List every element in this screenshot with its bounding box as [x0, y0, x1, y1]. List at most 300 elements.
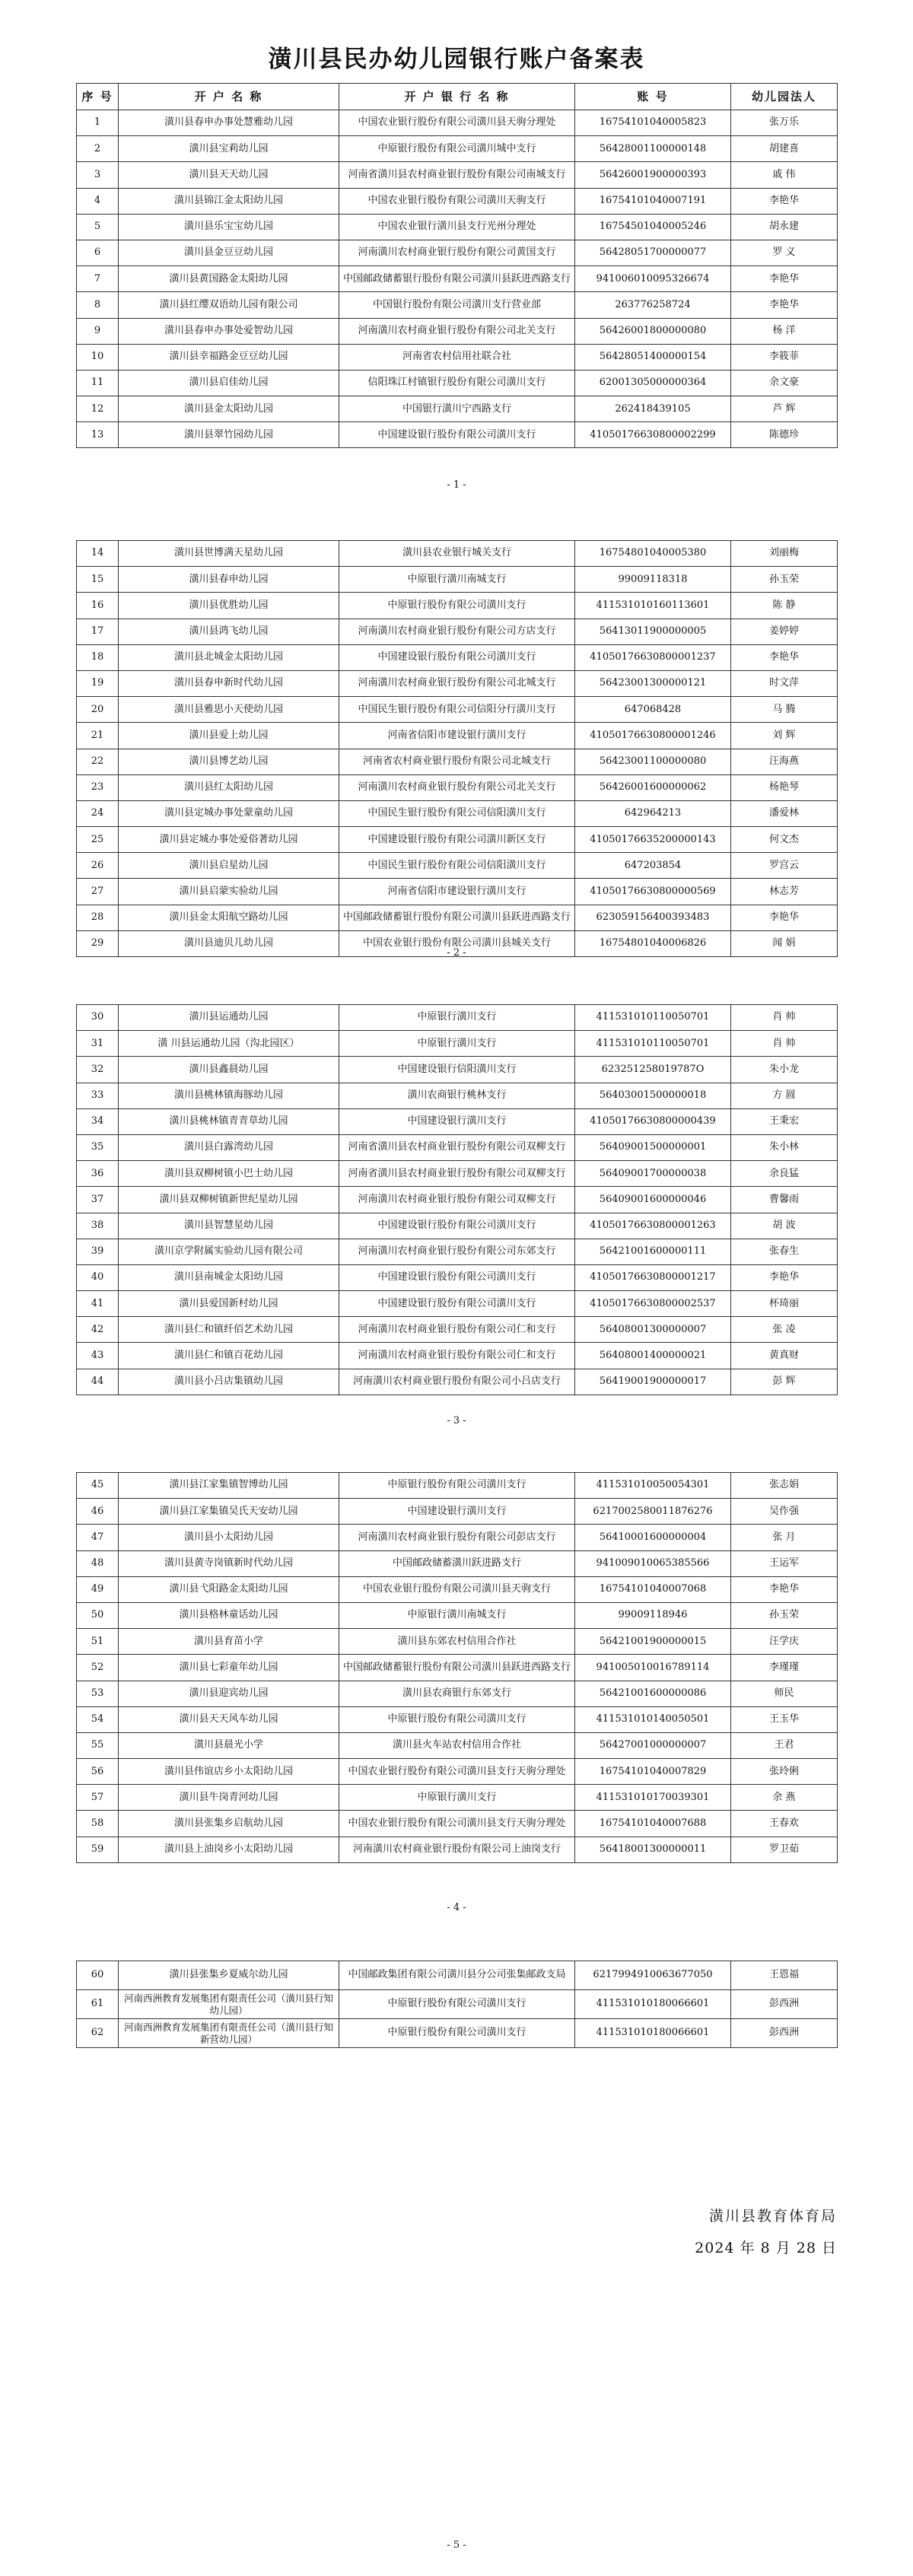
- legal-representative: 何文杰: [731, 827, 838, 853]
- legal-representative: 罗 义: [731, 240, 838, 266]
- account-number: 41050176630800001237: [575, 644, 731, 670]
- account-name: 潢川县小吕店集镇幼儿园: [119, 1369, 339, 1395]
- bank-name: 河南潢川农村商业银行股份有限公司小吕店支行: [339, 1369, 575, 1395]
- account-number: 263776258724: [575, 292, 731, 318]
- account-name: 潢川县优胜幼儿园: [119, 593, 339, 619]
- bank-name: 中原银行股份有限公司潢川支行: [339, 1706, 575, 1732]
- account-number: 411531010180066601: [575, 1990, 731, 2019]
- row-number: 43: [77, 1343, 119, 1369]
- table-row: [77, 1732, 838, 1758]
- legal-representative: 潘爱林: [731, 800, 838, 826]
- legal-representative: 陈德珍: [731, 422, 838, 448]
- account-name: 潢川县爱国新村幼儿园: [119, 1291, 339, 1317]
- legal-representative: 杯琦丽: [731, 1291, 838, 1317]
- table-row: [77, 1629, 838, 1655]
- bank-name: 中原银行股份有限公司潢川支行: [339, 1990, 575, 2019]
- row-number: 61: [77, 1990, 119, 2019]
- account-name: 潢川县江家集镇吴氏天安幼儿园: [119, 1499, 339, 1525]
- account-number: 56423001100000080: [575, 749, 731, 774]
- bank-name: 中国民生银行股份有限公司信阳潢川支行: [339, 853, 575, 879]
- legal-representative: 孙玉荣: [731, 1602, 838, 1628]
- page-number: - 1 -: [447, 479, 466, 491]
- account-name: 潢川京学附属实验幼儿园有限公司: [119, 1239, 339, 1264]
- table-row: [77, 1706, 838, 1732]
- table-row: [77, 1525, 838, 1550]
- bank-name: 河南省信阳市建设银行潢川支行: [339, 879, 575, 905]
- row-number: 62: [77, 2019, 119, 2048]
- account-number: 99009118318: [575, 567, 731, 593]
- legal-representative: 胡 波: [731, 1213, 838, 1239]
- table-row: [77, 318, 838, 344]
- account-name: 潢川县黄寺岗镇新时代幼儿园: [119, 1550, 339, 1576]
- bank-name: 中国建设银行股份有限公司潢川支行: [339, 644, 575, 670]
- account-name: 河南西洲教育发展集团有限责任公司（潢川县行知新营幼儿园）: [119, 2019, 339, 2048]
- legal-representative: 芦 辉: [731, 396, 838, 422]
- account-number: 6217994910063677050: [575, 1961, 731, 1990]
- legal-representative: 吴作强: [731, 1499, 838, 1525]
- bank-name: 中原银行潢川支行: [339, 1031, 575, 1057]
- row-number: 45: [77, 1473, 119, 1499]
- account-number: 56421001600000111: [575, 1239, 731, 1264]
- legal-representative: 林志芳: [731, 879, 838, 905]
- legal-representative: 杨 洋: [731, 318, 838, 344]
- table-row: [77, 188, 838, 214]
- table-row: [77, 670, 838, 696]
- account-number: 41050176630800001217: [575, 1264, 731, 1290]
- account-table-page-2: [76, 540, 838, 957]
- table-row: [77, 1108, 838, 1134]
- account-name: 潢川县博艺幼儿园: [119, 749, 339, 774]
- account-number: 56408001300000007: [575, 1317, 731, 1343]
- bank-name: 中国建设银行股份有限公司潢川支行: [339, 422, 575, 448]
- account-number: 16754101040007688: [575, 1811, 731, 1837]
- legal-representative: 孙玉荣: [731, 567, 838, 593]
- account-number: 16754101040005823: [575, 110, 731, 136]
- account-number: 16754101040007191: [575, 188, 731, 214]
- bank-name: 河南潢川农村商业银行股份有限公司彭店支行: [339, 1525, 575, 1550]
- legal-representative: 张玲俐: [731, 1759, 838, 1785]
- bank-name: 河南省信阳市建设银行潢川支行: [339, 723, 575, 749]
- row-number: 26: [77, 853, 119, 879]
- legal-representative: 朱小龙: [731, 1057, 838, 1083]
- bank-name: 河南潢川农村商业银行股份有限公司东郊支行: [339, 1239, 575, 1264]
- table-row: [77, 214, 838, 240]
- row-number: 34: [77, 1108, 119, 1134]
- bank-name: 中国建设银行信阳潢川支行: [339, 1057, 575, 1083]
- account-name: 潢川县爱上幼儿园: [119, 723, 339, 749]
- row-number: 56: [77, 1759, 119, 1785]
- account-name: 潢 川县运通幼儿园（沟北园区）: [119, 1031, 339, 1057]
- account-name: 潢川县金太阳航空路幼儿园: [119, 905, 339, 930]
- legal-representative: 王君: [731, 1732, 838, 1758]
- account-name: 潢川县乐宝宝幼儿园: [119, 214, 339, 240]
- account-name: 潢川县雅思小天使幼儿园: [119, 697, 339, 723]
- account-name: 潢川县张集乡夏威尔幼儿园: [119, 1961, 339, 1990]
- row-number: 16: [77, 593, 119, 619]
- legal-representative: 王秉宏: [731, 1108, 838, 1134]
- account-name: 潢川县启星幼儿园: [119, 853, 339, 879]
- table-row: [77, 541, 838, 567]
- bank-name: 中国建设银行股份有限公司潢川支行: [339, 1264, 575, 1290]
- row-number: 22: [77, 749, 119, 774]
- table-row: [77, 1239, 838, 1264]
- legal-representative: 王恩福: [731, 1961, 838, 1990]
- account-name: 潢川县上油岗乡小太阳幼儿园: [119, 1837, 339, 1862]
- row-number: 18: [77, 644, 119, 670]
- bank-name: 中原银行股份有限公司潢川支行: [339, 1473, 575, 1499]
- table-row: [77, 723, 838, 749]
- legal-representative: 李艳华: [731, 1576, 838, 1602]
- account-name: 潢川县天天幼儿园: [119, 162, 339, 188]
- legal-representative: 李瑾瑾: [731, 1655, 838, 1681]
- row-number: 1: [77, 110, 119, 136]
- account-table-page-4: [76, 1472, 838, 1863]
- legal-representative: 罗宫云: [731, 853, 838, 879]
- account-number: 647203854: [575, 853, 731, 879]
- table-row: [77, 879, 838, 905]
- legal-representative: 余 燕: [731, 1785, 838, 1811]
- issuing-organization: 潢川县教育体育局: [708, 2208, 837, 2225]
- account-number: 642964213: [575, 800, 731, 826]
- legal-representative: 曹馨雨: [731, 1187, 838, 1213]
- account-number: 41050176630800001263: [575, 1213, 731, 1239]
- account-number: 16754101040007829: [575, 1759, 731, 1785]
- page-number: - 4 -: [447, 1902, 466, 1913]
- row-number: 44: [77, 1369, 119, 1395]
- account-name: 潢川县北城金太阳幼儿园: [119, 644, 339, 670]
- legal-representative: 闻 娟: [731, 930, 838, 956]
- table-row: [77, 266, 838, 292]
- table-row: [77, 1213, 838, 1239]
- table-row: [77, 1785, 838, 1811]
- legal-representative: 王运军: [731, 1550, 838, 1576]
- table-row: [77, 1990, 838, 2019]
- column-header-account-number: 账 号: [575, 84, 731, 110]
- account-name: 河南西洲教育发展集团有限责任公司（潢川县行知幼儿园）: [119, 1990, 339, 2019]
- account-number: 56421001900000015: [575, 1629, 731, 1655]
- table-row: [77, 1473, 838, 1499]
- account-number: 623059156400393483: [575, 905, 731, 930]
- account-number: 623251258019787O: [575, 1057, 731, 1083]
- row-number: 39: [77, 1239, 119, 1264]
- legal-representative: 罗卫茹: [731, 1837, 838, 1862]
- table-row: [77, 697, 838, 723]
- bank-name: 中国邮政储蓄银行股份有限公司潢川县跃进西路支行: [339, 905, 575, 930]
- account-name: 潢川县桃林镇海豚幼儿园: [119, 1083, 339, 1108]
- bank-name: 潢川县农商银行东郊支行: [339, 1681, 575, 1706]
- row-number: 49: [77, 1576, 119, 1602]
- page-number: - 2 -: [447, 947, 466, 959]
- legal-representative: 李艳华: [731, 1264, 838, 1290]
- account-number: 41050176630800002537: [575, 1291, 731, 1317]
- bank-name: 中国邮政储蓄银行股份有限公司潢川县跃进西路支行: [339, 1655, 575, 1681]
- column-header-account-name: 开 户 名 称: [119, 84, 339, 110]
- account-number: 647068428: [575, 697, 731, 723]
- bank-name: 河南省潢川县农村商业银行股份有限公司南城支行: [339, 162, 575, 188]
- legal-representative: 余良猛: [731, 1161, 838, 1187]
- row-number: 40: [77, 1264, 119, 1290]
- row-number: 28: [77, 905, 119, 930]
- table-row: [77, 1499, 838, 1525]
- bank-name: 中国建设银行潢川支行: [339, 1499, 575, 1525]
- account-number: 41050176630800002299: [575, 422, 731, 448]
- legal-representative: 黄真财: [731, 1343, 838, 1369]
- bank-name: 中原银行股份有限公司潢川城中支行: [339, 136, 575, 162]
- row-number: 15: [77, 567, 119, 593]
- table-row: [77, 1264, 838, 1290]
- legal-representative: 彭西洲: [731, 1990, 838, 2019]
- table-row: [77, 422, 838, 448]
- row-number: 54: [77, 1706, 119, 1732]
- account-number: 56428051700000077: [575, 240, 731, 266]
- account-number: 56426001900000393: [575, 162, 731, 188]
- account-name: 潢川县红缨双语幼儿园有限公司: [119, 292, 339, 318]
- row-number: 21: [77, 723, 119, 749]
- table-row: [77, 1759, 838, 1785]
- row-number: 37: [77, 1187, 119, 1213]
- account-number: 262418439105: [575, 396, 731, 422]
- bank-name: 河南潢川农村商业银行股份有限公司黄国支行: [339, 240, 575, 266]
- bank-name: 中国建设银行股份有限公司潢川支行: [339, 1291, 575, 1317]
- bank-name: 中国邮政储蓄银行股份有限公司潢川县跃进西路支行: [339, 266, 575, 292]
- table-row: [77, 774, 838, 800]
- row-number: 57: [77, 1785, 119, 1811]
- row-number: 2: [77, 136, 119, 162]
- page-number: - 3 -: [447, 1415, 466, 1426]
- account-number: 56408001400000021: [575, 1343, 731, 1369]
- account-number: 411531010110050701: [575, 1031, 731, 1057]
- table-row: [77, 619, 838, 644]
- row-number: 48: [77, 1550, 119, 1576]
- row-number: 17: [77, 619, 119, 644]
- column-header-legal-representative: 幼儿园法人: [731, 84, 838, 110]
- bank-name: 河南潢川农村商业银行股份有限公司仁和支行: [339, 1317, 575, 1343]
- account-name: 潢川县白露湾幼儿园: [119, 1134, 339, 1160]
- account-number: 16754501040005246: [575, 214, 731, 240]
- row-number: 6: [77, 240, 119, 266]
- account-name: 潢川县牛岗青河幼儿园: [119, 1785, 339, 1811]
- bank-name: 潢川农商银行桃林支行: [339, 1083, 575, 1108]
- bank-name: 中国民生银行股份有限公司信阳分行潢川支行: [339, 697, 575, 723]
- account-name: 潢川县鸿飞幼儿园: [119, 619, 339, 644]
- bank-name: 河南潢川农村商业银行股份有限公司上油岗支行: [339, 1837, 575, 1862]
- bank-name: 中国农业银行潢川县支行光州分理处: [339, 214, 575, 240]
- row-number: 42: [77, 1317, 119, 1343]
- account-name: 潢川县桃林镇青青草幼儿园: [119, 1108, 339, 1134]
- bank-name: 河南省农村商业银行股份有限公司北城支行: [339, 749, 575, 774]
- account-name: 潢川县仁和镇纤佰艺术幼儿园: [119, 1317, 339, 1343]
- legal-representative: 戚 伟: [731, 162, 838, 188]
- bank-name: 中国邮政集团有限公司潢川县分公司张集邮政支局: [339, 1961, 575, 1990]
- row-number: 27: [77, 879, 119, 905]
- column-header-row-number: 序 号: [77, 84, 119, 110]
- bank-name: 中国民生银行股份有限公司信阳潢川支行: [339, 800, 575, 826]
- legal-representative: 张 月: [731, 1525, 838, 1550]
- row-number: 33: [77, 1083, 119, 1108]
- account-number: 62001305000000364: [575, 370, 731, 396]
- legal-representative: 刘 辉: [731, 723, 838, 749]
- account-name: 潢川县启佳幼儿园: [119, 370, 339, 396]
- account-name: 潢川县春申办事处爱智幼儿园: [119, 318, 339, 344]
- account-number: 56428051400000154: [575, 344, 731, 370]
- legal-representative: 余文豪: [731, 370, 838, 396]
- account-number: 41050176630800000569: [575, 879, 731, 905]
- bank-name: 中国建设银行股份有限公司潢川支行: [339, 1213, 575, 1239]
- bank-name: 河南潢川农村商业银行股份有限公司方店支行: [339, 619, 575, 644]
- account-name: 潢川县仁和镇百花幼儿园: [119, 1343, 339, 1369]
- legal-representative: 汪海燕: [731, 749, 838, 774]
- table-row: [77, 1961, 838, 1990]
- table-row: [77, 1550, 838, 1576]
- bank-name: 中原银行潢川支行: [339, 1785, 575, 1811]
- account-number: 411531010160113601: [575, 593, 731, 619]
- bank-name: 中国农业银行股份有限公司潢川县天驹支行: [339, 1576, 575, 1602]
- table-row: [77, 567, 838, 593]
- table-row: [77, 1031, 838, 1057]
- row-number: 55: [77, 1732, 119, 1758]
- legal-representative: 张志娟: [731, 1473, 838, 1499]
- bank-name: 中国银行股份有限公司潢川支行营业部: [339, 292, 575, 318]
- bank-name: 中国建设银行股份有限公司潢川新区支行: [339, 827, 575, 853]
- row-number: 50: [77, 1602, 119, 1628]
- legal-representative: 彭 辉: [731, 1369, 838, 1395]
- account-name: 潢川县定城办事处蒙童幼儿园: [119, 800, 339, 826]
- account-name: 潢川县格林童话幼儿园: [119, 1602, 339, 1628]
- table-row: [77, 1161, 838, 1187]
- table-row: [77, 292, 838, 318]
- account-number: 56421001600000086: [575, 1681, 731, 1706]
- row-number: 53: [77, 1681, 119, 1706]
- account-number: 99009118946: [575, 1602, 731, 1628]
- bank-name: 河南潢川农村商业银行股份有限公司北关支行: [339, 318, 575, 344]
- account-number: 941006010095326674: [575, 266, 731, 292]
- row-number: 23: [77, 774, 119, 800]
- bank-name: 中国银行潢川宁西路支行: [339, 396, 575, 422]
- account-number: 56423001300000121: [575, 670, 731, 696]
- row-number: 12: [77, 396, 119, 422]
- bank-name: 河南省潢川县农村商业银行股份有限公司双柳支行: [339, 1134, 575, 1160]
- account-name: 潢川县江家集镇智博幼儿园: [119, 1473, 339, 1499]
- account-name: 潢川县双柳树镇小巴士幼儿园: [119, 1161, 339, 1187]
- legal-representative: 朱小林: [731, 1134, 838, 1160]
- row-number: 19: [77, 670, 119, 696]
- row-number: 60: [77, 1961, 119, 1990]
- row-number: 3: [77, 162, 119, 188]
- legal-representative: 李艳华: [731, 266, 838, 292]
- account-table-page-3: [76, 1004, 838, 1395]
- issue-date: 2024 年 8 月 28 日: [695, 2240, 837, 2256]
- account-number: 41050176630800000439: [575, 1108, 731, 1134]
- account-name: 潢川县七彩童年幼儿园: [119, 1655, 339, 1681]
- row-number: 5: [77, 214, 119, 240]
- account-name: 潢川县弋阳路金太阳幼儿园: [119, 1576, 339, 1602]
- legal-representative: 李艳华: [731, 905, 838, 930]
- account-name: 潢川县育苗小学: [119, 1629, 339, 1655]
- account-name: 潢川县宝莉幼儿园: [119, 136, 339, 162]
- bank-name: 潢川县火车站农村信用合作社: [339, 1732, 575, 1758]
- row-number: 9: [77, 318, 119, 344]
- bank-name: 河南潢川农村商业银行股份有限公司北关支行: [339, 774, 575, 800]
- bank-name: 中原银行股份有限公司潢川支行: [339, 593, 575, 619]
- page-number: - 5 -: [447, 2539, 466, 2551]
- account-name: 潢川县春申办事处慧雅幼儿园: [119, 110, 339, 136]
- row-number: 25: [77, 827, 119, 853]
- account-name: 潢川县小太阳幼儿园: [119, 1525, 339, 1550]
- table-row: [77, 344, 838, 370]
- row-number: 29: [77, 930, 119, 956]
- table-row: [77, 1811, 838, 1837]
- table-row: [77, 1057, 838, 1083]
- row-number: 35: [77, 1134, 119, 1160]
- row-number: 24: [77, 800, 119, 826]
- account-number: 56426001600000062: [575, 774, 731, 800]
- account-number: 56409001600000046: [575, 1187, 731, 1213]
- account-number: 6217002580011876276: [575, 1499, 731, 1525]
- table-row: [77, 396, 838, 422]
- table-row: [77, 1005, 838, 1031]
- account-number: 56413011900000005: [575, 619, 731, 644]
- row-number: 4: [77, 188, 119, 214]
- account-table-page-5: [76, 1961, 838, 2048]
- account-name: 潢川县迎宾幼儿园: [119, 1681, 339, 1706]
- account-number: 411531010170039301: [575, 1785, 731, 1811]
- account-number: 16754801040005380: [575, 541, 731, 567]
- legal-representative: 李艳华: [731, 188, 838, 214]
- bank-name: 中国农业银行股份有限公司潢川县支行天驹分理处: [339, 1811, 575, 1837]
- account-name: 潢川县金太阳幼儿园: [119, 396, 339, 422]
- legal-representative: 李艳华: [731, 644, 838, 670]
- table-row: [77, 644, 838, 670]
- bank-name: 中原银行潢川支行: [339, 1005, 575, 1031]
- row-number: 58: [77, 1811, 119, 1837]
- bank-name: 中国农业银行股份有限公司潢川县城关支行: [339, 930, 575, 956]
- bank-name: 中原银行潢川南城支行: [339, 567, 575, 593]
- table-header-row: [77, 84, 838, 110]
- legal-representative: 胡永建: [731, 214, 838, 240]
- table-row: [77, 1343, 838, 1369]
- row-number: 31: [77, 1031, 119, 1057]
- bank-name: 中国建设银行潢川支行: [339, 1108, 575, 1134]
- account-number: 56418001300000011: [575, 1837, 731, 1862]
- account-name: 潢川县定城办事处爱俗著幼儿园: [119, 827, 339, 853]
- account-number: 41050176635200000143: [575, 827, 731, 853]
- account-name: 潢川县红太阳幼儿园: [119, 774, 339, 800]
- table-row: [77, 136, 838, 162]
- account-number: 941005010016789114: [575, 1655, 731, 1681]
- legal-representative: 李艳华: [731, 292, 838, 318]
- table-row: [77, 1837, 838, 1862]
- legal-representative: 陈 静: [731, 593, 838, 619]
- account-number: 56428001100000148: [575, 136, 731, 162]
- table-row: [77, 827, 838, 853]
- row-number: 47: [77, 1525, 119, 1550]
- table-row: [77, 1317, 838, 1343]
- legal-representative: 李筱菲: [731, 344, 838, 370]
- row-number: 36: [77, 1161, 119, 1187]
- account-number: 56410001600000004: [575, 1525, 731, 1550]
- legal-representative: 刘丽梅: [731, 541, 838, 567]
- legal-representative: 姜婷婷: [731, 619, 838, 644]
- table-row: [77, 905, 838, 930]
- account-name: 潢川县迪贝儿幼儿园: [119, 930, 339, 956]
- row-number: 14: [77, 541, 119, 567]
- table-row: [77, 1291, 838, 1317]
- account-name: 潢川县黄国路金太阳幼儿园: [119, 266, 339, 292]
- page-title: 潢川县民办幼儿园银行账户备案表: [268, 46, 645, 73]
- legal-representative: 师民: [731, 1681, 838, 1706]
- row-number: 11: [77, 370, 119, 396]
- bank-name: 河南潢川农村商业银行股份有限公司仁和支行: [339, 1343, 575, 1369]
